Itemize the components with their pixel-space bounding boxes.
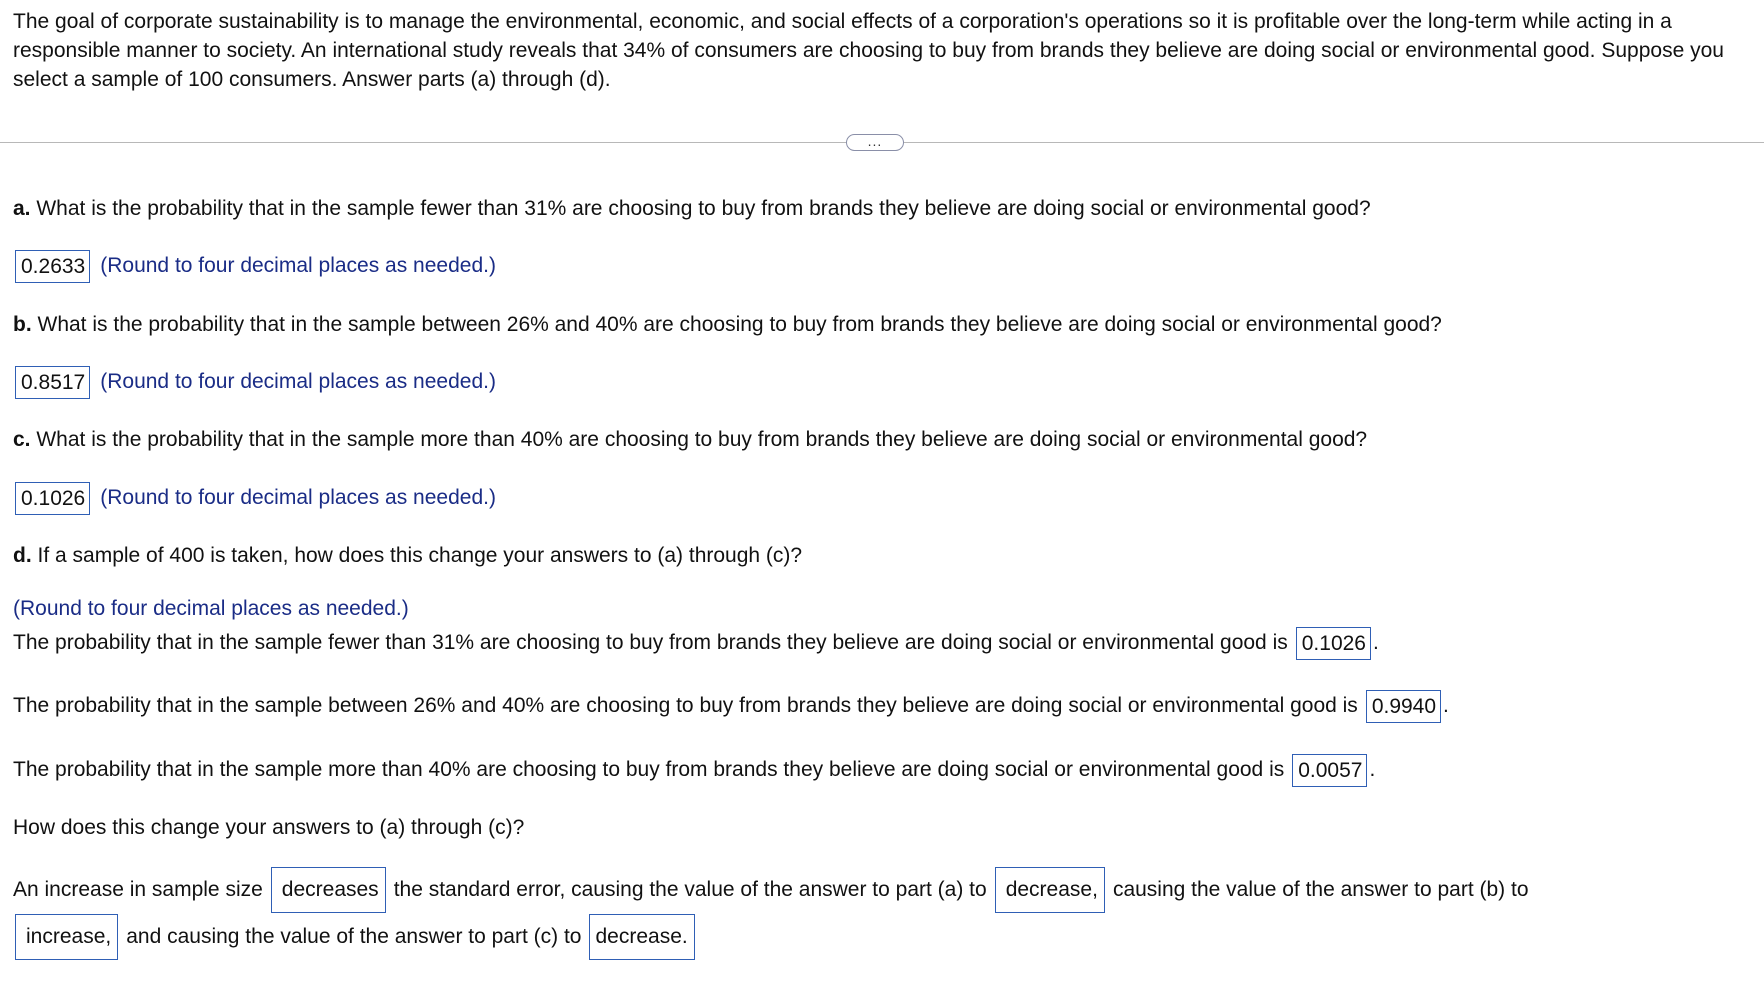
more-dots-icon: ... [867, 132, 883, 149]
conclusion-line-2 [13, 913, 703, 961]
part-d-sentence-1 [13, 625, 1379, 661]
conclusion-prefix: An increase in sample size [13, 878, 263, 901]
question-b-label: b. [13, 313, 32, 336]
answer-a-field[interactable]: 0.2633 [15, 250, 90, 283]
answer-b-row [15, 365, 496, 399]
period: . [1369, 758, 1376, 781]
conclusion-suffix: causing the value of the answer to part (b) to [1112, 878, 1529, 901]
part-d-sentence-3 [13, 752, 1375, 788]
part-d-answer-1-field[interactable]: 0.1026 [1296, 627, 1371, 660]
question-a-text: What is the probability that in the sample fewer than 31% are choosing to buy from brands they believe are doing social or environmental good? [30, 197, 1371, 220]
answer-a-row [15, 249, 496, 283]
question-d-text: If a sample of 400 is taken, how does this change your answers to (a) through (c)? [31, 544, 803, 567]
answer-c-field[interactable]: 0.1026 [15, 482, 90, 515]
answer-b-hint: (Round to four decimal places as needed.) [100, 370, 496, 393]
question-a [13, 196, 1371, 222]
part-d-answer-2-field[interactable]: 0.9940 [1366, 690, 1441, 723]
conclusion-line-1 [13, 866, 1529, 914]
part-d-sentence-2-text: The probability that in the sample between 26% and 40% are choosing to buy from brands they believe are doing social or environmental good is [13, 694, 1358, 717]
question-d-label: d. [13, 544, 32, 567]
question-d [13, 543, 802, 569]
conclusion-line-2-mid: and causing the value of the answer to part (c) to [126, 925, 582, 948]
part-a-change-dropdown[interactable]: decrease, [995, 867, 1105, 913]
expand-button[interactable] [846, 134, 904, 151]
answer-c-row [15, 481, 496, 515]
problem-intro: The goal of corporate sustainability is to manage the environmental, economic, and social effects of a corporation's operations so it is profitable over the long-term while acting in a responsible manner to society. An international study reveals that 34% of consumers are choosing to buy from brands they believe are doing social or environmental good. Suppose you select a sample of 100 consumers. Answer parts (a) through (d). [13, 10, 1724, 91]
question-c-text: What is the probability that in the sample more than 40% are choosing to buy from brands they believe are doing social or environmental good? [30, 428, 1368, 451]
part-c-change-dropdown[interactable]: decrease. [589, 914, 694, 960]
answer-a-hint: (Round to four decimal places as needed.) [100, 254, 496, 277]
part-d-sentence-2 [13, 688, 1449, 724]
part-d-sentence-1-text: The probability that in the sample fewer than 31% are choosing to buy from brands they believe are doing social or environmental good is [13, 631, 1288, 654]
part-d-answer-3-field[interactable]: 0.0057 [1292, 754, 1367, 787]
conclusion-mid: the standard error, causing the value of the answer to part (a) to [393, 878, 987, 901]
question-c [13, 427, 1367, 453]
question-c-label: c. [13, 428, 31, 451]
question-a-label: a. [13, 197, 31, 220]
part-d-sentence-3-text: The probability that in the sample more than 40% are choosing to buy from brands they believe are doing social or environmental good is [13, 758, 1285, 781]
std-error-dropdown[interactable]: decreases [271, 867, 386, 913]
question-b [13, 312, 1442, 338]
period: . [1443, 694, 1449, 717]
answer-b-field[interactable]: 0.8517 [15, 366, 90, 399]
change-question: How does this change your answers to (a) through (c)? [13, 816, 525, 839]
part-d-hint: (Round to four decimal places as needed.) [13, 597, 409, 620]
answer-c-hint: (Round to four decimal places as needed.) [100, 486, 496, 509]
period: . [1372, 631, 1379, 654]
question-b-text: What is the probability that in the sample between 26% and 40% are choosing to buy from brands they believe are doing social or environmental good? [31, 313, 1442, 336]
section-divider [0, 133, 1764, 153]
part-b-change-dropdown[interactable]: increase, [15, 914, 118, 960]
